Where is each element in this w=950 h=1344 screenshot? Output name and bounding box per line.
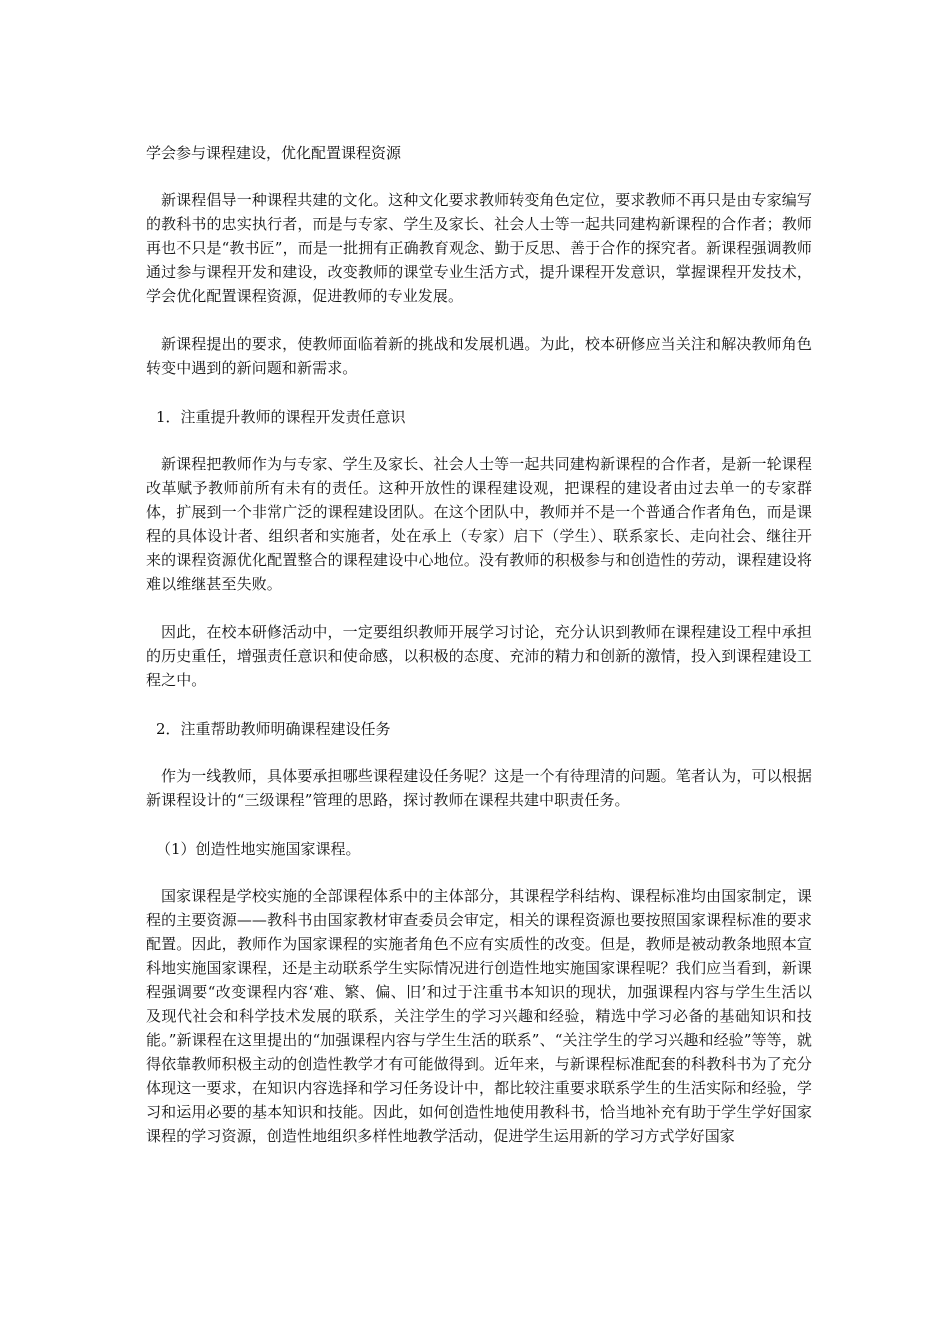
paragraph-tasks: 作为一线教师，具体要承担哪些课程建设任务呢？这是一个有待理清的问题。笔者认为，可以根据新课程设计的“三级课程”管理的思路，探讨教师在课程共建中职责任务。 [146,767,812,809]
document-title: 学会参与课程建设，优化配置课程资源 [146,144,402,162]
section-heading-1: 1．注重提升教师的课程开发责任意识 [156,408,406,426]
paragraph-training: 因此，在校本研修活动中，一定要组织教师开展学习讨论，充分认识到教师在课程建设工程中承担的历史重任，增强责任意识和使命感，以积极的态度、充沛的精力和创新的激情，投入到课程建设工程之中。 [146,623,812,689]
paragraph-intro: 新课程倡导一种课程共建的文化。这种文化要求教师转变角色定位，要求教师不再只是由专家编写的教科书的忠实执行者，而是与专家、学生及家长、社会人士等一起共同建构新课程的合作者；教师再也不只是“教书匠”，而是一批拥有正确教育观念、勤于反思、善于合作的探究者。新课程强调教师通过参与课程开发和建设，改变教师的课堂专业生活方式，提升课程开发意识，掌握课程开发技术，学会优化配置课程资源，促进教师的专业发展。 [146,191,812,305]
section-heading-2: 2．注重帮助教师明确课程建设任务 [156,720,391,738]
subsection-heading-1: （1）创造性地实施国家课程。 [156,840,361,858]
paragraph-national-curriculum: 国家课程是学校实施的全部课程体系中的主体部分，其课程学科结构、课程标准均由国家制定，课程的主要资源——教科书由国家教材审查委员会审定，相关的课程资源也要按照国家课程标准的要求配置。因此，教师作为国家课程的实施者角色不应有实质性的改变。但是，教师是被动教条地照本宣科地实施国家课程，还是主动联系学生实际情况进行创造性地实施国家课程呢？我们应当看到，新课程强调要“改变课程内容‘难、繁、偏、旧’和过于注重书本知识的现状，加强课程内容与学生生活以及现代社会和科学技术发展的联系，关注学生的学习兴趣和经验，精选中学习必备的基础知识和技能。”新课程在这里提出的“加强课程内容与学生生活的联系”、“关注学生的学习兴趣和经验”等等，就得依靠教师积极主动的创造性教学才有可能做得到。近年来，与新课程标准配套的科教科书为了充分体现这一要求，在知识内容选择和学习任务设计中，都比较注重要求联系学生的生活实际和经验，学习和运用必要的基本知识和技能。因此，如何创造性地使用教科书，恰当地补充有助于学生学好国家课程的学习资源，创造性地组织多样性地教学活动，促进学生运用新的学习方式学好国家 [146,887,812,1145]
document-page [146,140,812,1172]
paragraph-responsibility: 新课程把教师作为与专家、学生及家长、社会人士等一起共同建构新课程的合作者，是新一轮课程改革赋予教师前所有未有的责任。这种开放性的课程建设观，把课程的建设者由过去单一的专家群体，扩展到一个非常广泛的课程建设团队。在这个团队中，教师并不是一个普通合作者角色，而是课程的具体设计者、组织者和实施者，处在承上（专家）启下（学生）、联系家长、走向社会、继往开来的课程资源优化配置整合的课程建设中心地位。没有教师的积极参与和创造性的劳动，课程建设将难以维继甚至失败。 [146,455,812,593]
paragraph-requirements: 新课程提出的要求，使教师面临着新的挑战和发展机遇。为此，校本研修应当关注和解决教师角色转变中遇到的新问题和新需求。 [146,335,812,377]
